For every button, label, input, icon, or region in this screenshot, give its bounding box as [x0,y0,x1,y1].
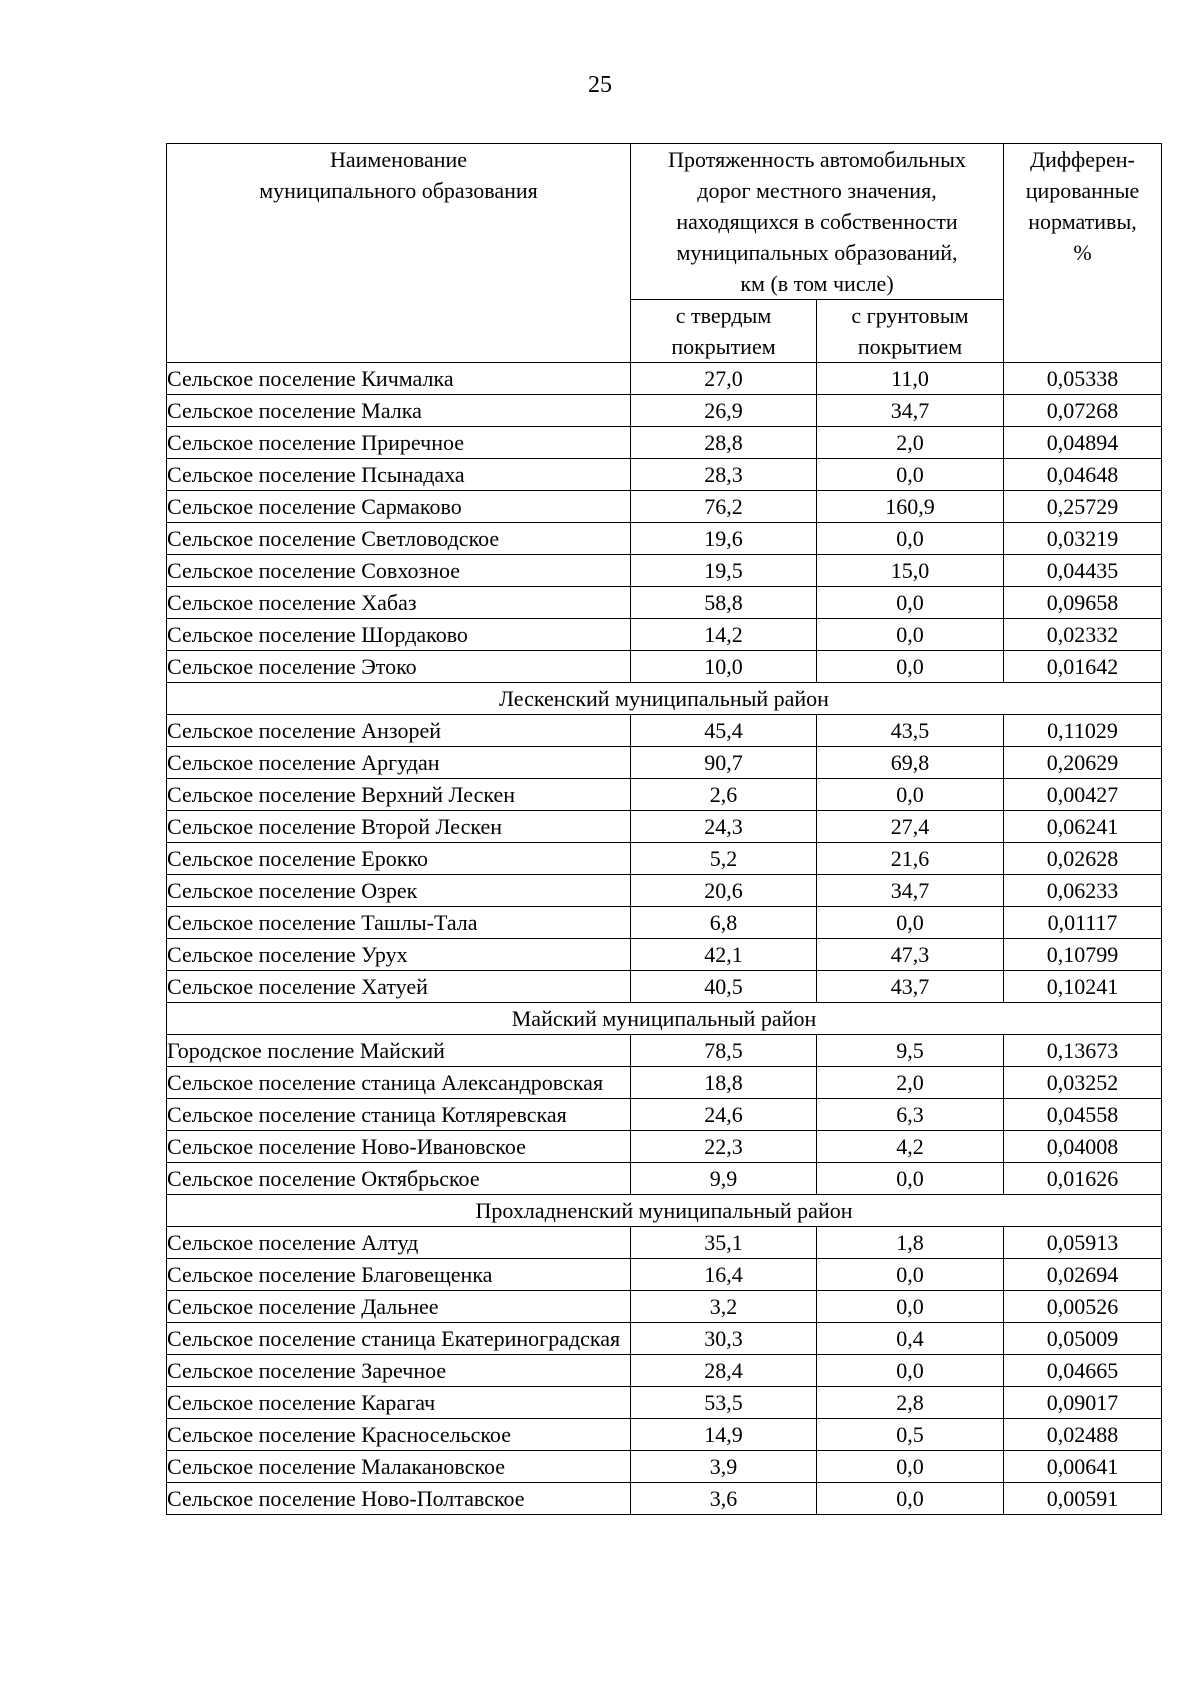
norm-cell: 0,04648 [1004,459,1162,491]
hard-surface-cell: 3,6 [631,1483,817,1515]
name-cell: Сельское поселение Анзорей [167,715,631,747]
header-norm-cell [1004,144,1162,363]
norm-cell: 0,00641 [1004,1451,1162,1483]
soil-surface-cell: 0,0 [817,1483,1004,1515]
hard-surface-cell: 90,7 [631,747,817,779]
district-title: Прохладненский муниципальный район [167,1195,1162,1227]
norm-cell: 0,05913 [1004,1227,1162,1259]
header-hard-line: с твердым [675,303,772,328]
soil-surface-cell: 0,0 [817,907,1004,939]
norm-cell: 0,10241 [1004,971,1162,1003]
soil-surface-cell: 0,0 [817,651,1004,683]
name-cell: Сельское поселение Совхозное [167,555,631,587]
norm-cell: 0,05009 [1004,1323,1162,1355]
name-cell: Сельское поселение Светловодское [167,523,631,555]
table-body [167,363,1162,1515]
name-cell: Сельское поселение Алтуд [167,1227,631,1259]
table-row [167,971,1162,1003]
soil-surface-cell: 2,8 [817,1387,1004,1419]
table-row [167,1099,1162,1131]
header-length-line: Протяженность автомобильных [668,147,966,172]
soil-surface-cell: 2,0 [817,427,1004,459]
norm-cell: 0,04665 [1004,1355,1162,1387]
norm-cell: 0,02332 [1004,619,1162,651]
header-soil-line: с грунтовым [851,303,969,328]
hard-surface-cell: 16,4 [631,1259,817,1291]
hard-surface-cell: 24,6 [631,1099,817,1131]
name-cell: Сельское поселение Ново-Полтавское [167,1483,631,1515]
table-row [167,1259,1162,1291]
table-row [167,395,1162,427]
soil-surface-cell: 0,5 [817,1419,1004,1451]
table-row [167,1131,1162,1163]
hard-surface-cell: 58,8 [631,587,817,619]
norm-cell: 0,06233 [1004,875,1162,907]
name-cell: Сельское поселение Шордаково [167,619,631,651]
soil-surface-cell: 15,0 [817,555,1004,587]
norm-cell: 0,09017 [1004,1387,1162,1419]
norm-cell: 0,00526 [1004,1291,1162,1323]
name-cell: Сельское поселение Урух [167,939,631,971]
soil-surface-cell: 47,3 [817,939,1004,971]
hard-surface-cell: 27,0 [631,363,817,395]
soil-surface-cell: 6,3 [817,1099,1004,1131]
name-cell: Сельское поселение Этоко [167,651,631,683]
hard-surface-cell: 42,1 [631,939,817,971]
name-cell: Сельское поселение Озрек [167,875,631,907]
hard-surface-cell: 30,3 [631,1323,817,1355]
table-row [167,1067,1162,1099]
hard-surface-cell: 45,4 [631,715,817,747]
hard-surface-cell: 76,2 [631,491,817,523]
header-name-cell [167,144,631,363]
page-number: 25 [588,72,612,98]
soil-surface-cell: 21,6 [817,843,1004,875]
table-row [167,619,1162,651]
name-cell: Сельское поселение Ново-Ивановское [167,1131,631,1163]
hard-surface-cell: 22,3 [631,1131,817,1163]
norm-cell: 0,03219 [1004,523,1162,555]
table-row [167,875,1162,907]
norm-cell: 0,00591 [1004,1483,1162,1515]
table-row [167,1387,1162,1419]
table-row [167,1419,1162,1451]
soil-surface-cell: 0,0 [817,1163,1004,1195]
norm-cell: 0,04558 [1004,1099,1162,1131]
table-row [167,1163,1162,1195]
hard-surface-cell: 28,3 [631,459,817,491]
hard-surface-cell: 6,8 [631,907,817,939]
name-cell: Сельское поселение Карагач [167,1387,631,1419]
district-row [167,1195,1162,1227]
soil-surface-cell: 34,7 [817,875,1004,907]
name-cell: Сельское поселение Псынадаха [167,459,631,491]
header-name-line: муниципального образования [259,178,538,203]
norm-cell: 0,10799 [1004,939,1162,971]
norm-cell: 0,03252 [1004,1067,1162,1099]
norm-cell: 0,02694 [1004,1259,1162,1291]
soil-surface-cell: 0,0 [817,523,1004,555]
hard-surface-cell: 28,4 [631,1355,817,1387]
hard-surface-cell: 3,9 [631,1451,817,1483]
district-row [167,683,1162,715]
table-row [167,459,1162,491]
hard-surface-cell: 14,9 [631,1419,817,1451]
hard-surface-cell: 18,8 [631,1067,817,1099]
name-cell: Сельское поселение Заречное [167,1355,631,1387]
hard-surface-cell: 19,6 [631,523,817,555]
name-cell: Сельское поселение Благовещенка [167,1259,631,1291]
soil-surface-cell: 0,0 [817,459,1004,491]
hard-surface-cell: 53,5 [631,1387,817,1419]
table-row [167,1355,1162,1387]
header-length-line: км (в том числе) [740,271,894,296]
table-row [167,363,1162,395]
header-norm-line: % [1073,240,1092,265]
name-cell: Сельское поселение Красносельское [167,1419,631,1451]
table-row [167,555,1162,587]
norm-cell: 0,01117 [1004,907,1162,939]
table-row [167,427,1162,459]
soil-surface-cell: 1,8 [817,1227,1004,1259]
table-row [167,523,1162,555]
soil-surface-cell: 160,9 [817,491,1004,523]
norm-cell: 0,20629 [1004,747,1162,779]
soil-surface-cell: 34,7 [817,395,1004,427]
soil-surface-cell: 0,0 [817,1355,1004,1387]
table-row [167,1323,1162,1355]
table-row [167,491,1162,523]
header-norm-line: цированные [1025,178,1140,203]
table-header [167,144,1162,363]
name-cell: Сельское поселение Малакановское [167,1451,631,1483]
hard-surface-cell: 14,2 [631,619,817,651]
name-cell: Сельское поселение Малка [167,395,631,427]
header-hard-cell [631,300,817,363]
norm-cell: 0,11029 [1004,715,1162,747]
district-title: Лескенский муниципальный район [167,683,1162,715]
soil-surface-cell: 43,7 [817,971,1004,1003]
soil-surface-cell: 0,4 [817,1323,1004,1355]
hard-surface-cell: 78,5 [631,1035,817,1067]
table-row [167,779,1162,811]
hard-surface-cell: 9,9 [631,1163,817,1195]
norm-cell: 0,02488 [1004,1419,1162,1451]
table-row [167,1451,1162,1483]
name-cell: Городское посление Майский [167,1035,631,1067]
soil-surface-cell: 0,0 [817,619,1004,651]
norm-cell: 0,07268 [1004,395,1162,427]
name-cell: Сельское поселение Октябрьское [167,1163,631,1195]
header-soil-cell [817,300,1004,363]
hard-surface-cell: 19,5 [631,555,817,587]
soil-surface-cell: 4,2 [817,1131,1004,1163]
soil-surface-cell: 0,0 [817,587,1004,619]
name-cell: Сельское поселение Сармаково [167,491,631,523]
roads-table [166,143,1162,1515]
soil-surface-cell: 69,8 [817,747,1004,779]
name-cell: Сельское поселение Аргудан [167,747,631,779]
norm-cell: 0,01642 [1004,651,1162,683]
soil-surface-cell: 27,4 [817,811,1004,843]
norm-cell: 0,05338 [1004,363,1162,395]
norm-cell: 0,00427 [1004,779,1162,811]
name-cell: Сельское поселение Приречное [167,427,631,459]
header-length-cell [631,144,1004,300]
district-row [167,1003,1162,1035]
header-soil-line: покрытием [857,334,963,359]
table-row [167,587,1162,619]
hard-surface-cell: 24,3 [631,811,817,843]
soil-surface-cell: 2,0 [817,1067,1004,1099]
hard-surface-cell: 3,2 [631,1291,817,1323]
soil-surface-cell: 9,5 [817,1035,1004,1067]
soil-surface-cell: 0,0 [817,1451,1004,1483]
header-length-line: муниципальных образований, [676,240,958,265]
soil-surface-cell: 0,0 [817,1259,1004,1291]
soil-surface-cell: 0,0 [817,1291,1004,1323]
table-row [167,939,1162,971]
table-row [167,1291,1162,1323]
hard-surface-cell: 5,2 [631,843,817,875]
norm-cell: 0,02628 [1004,843,1162,875]
table-row [167,1035,1162,1067]
hard-surface-cell: 35,1 [631,1227,817,1259]
name-cell: Сельское поселение станица Екатериноградская [167,1323,631,1355]
name-cell: Сельское поселение Второй Лескен [167,811,631,843]
table-row [167,907,1162,939]
norm-cell: 0,04008 [1004,1131,1162,1163]
soil-surface-cell: 0,0 [817,779,1004,811]
soil-surface-cell: 11,0 [817,363,1004,395]
norm-cell: 0,01626 [1004,1163,1162,1195]
hard-surface-cell: 20,6 [631,875,817,907]
name-cell: Сельское поселение Ташлы-Тала [167,907,631,939]
header-hard-line: покрытием [671,334,776,359]
norm-cell: 0,04435 [1004,555,1162,587]
soil-surface-cell: 43,5 [817,715,1004,747]
district-title: Майский муниципальный район [167,1003,1162,1035]
table-row [167,1483,1162,1515]
norm-cell: 0,06241 [1004,811,1162,843]
header-norm-line: Дифферен- [1030,147,1135,172]
name-cell: Сельское поселение Дальнее [167,1291,631,1323]
table-row [167,747,1162,779]
name-cell: Сельское поселение Ерокко [167,843,631,875]
header-length-line: находящихся в собственности [676,209,958,234]
header-length-line: дорог местного значения, [697,178,937,203]
name-cell: Сельское поселение Верхний Лескен [167,779,631,811]
hard-surface-cell: 10,0 [631,651,817,683]
norm-cell: 0,09658 [1004,587,1162,619]
norm-cell: 0,04894 [1004,427,1162,459]
table-row [167,651,1162,683]
header-norm-line: нормативы, [1028,209,1137,234]
header-name-line: Наименование [329,147,468,172]
hard-surface-cell: 2,6 [631,779,817,811]
name-cell: Сельское поселение Хатуей [167,971,631,1003]
norm-cell: 0,25729 [1004,491,1162,523]
name-cell: Сельское поселение Хабаз [167,587,631,619]
name-cell: Сельское поселение станица Александровская [167,1067,631,1099]
hard-surface-cell: 28,8 [631,427,817,459]
hard-surface-cell: 40,5 [631,971,817,1003]
table-row [167,715,1162,747]
table-row [167,843,1162,875]
norm-cell: 0,13673 [1004,1035,1162,1067]
name-cell: Сельское поселение Кичмалка [167,363,631,395]
hard-surface-cell: 26,9 [631,395,817,427]
table-row [167,811,1162,843]
table-row [167,1227,1162,1259]
name-cell: Сельское поселение станица Котляревская [167,1099,631,1131]
